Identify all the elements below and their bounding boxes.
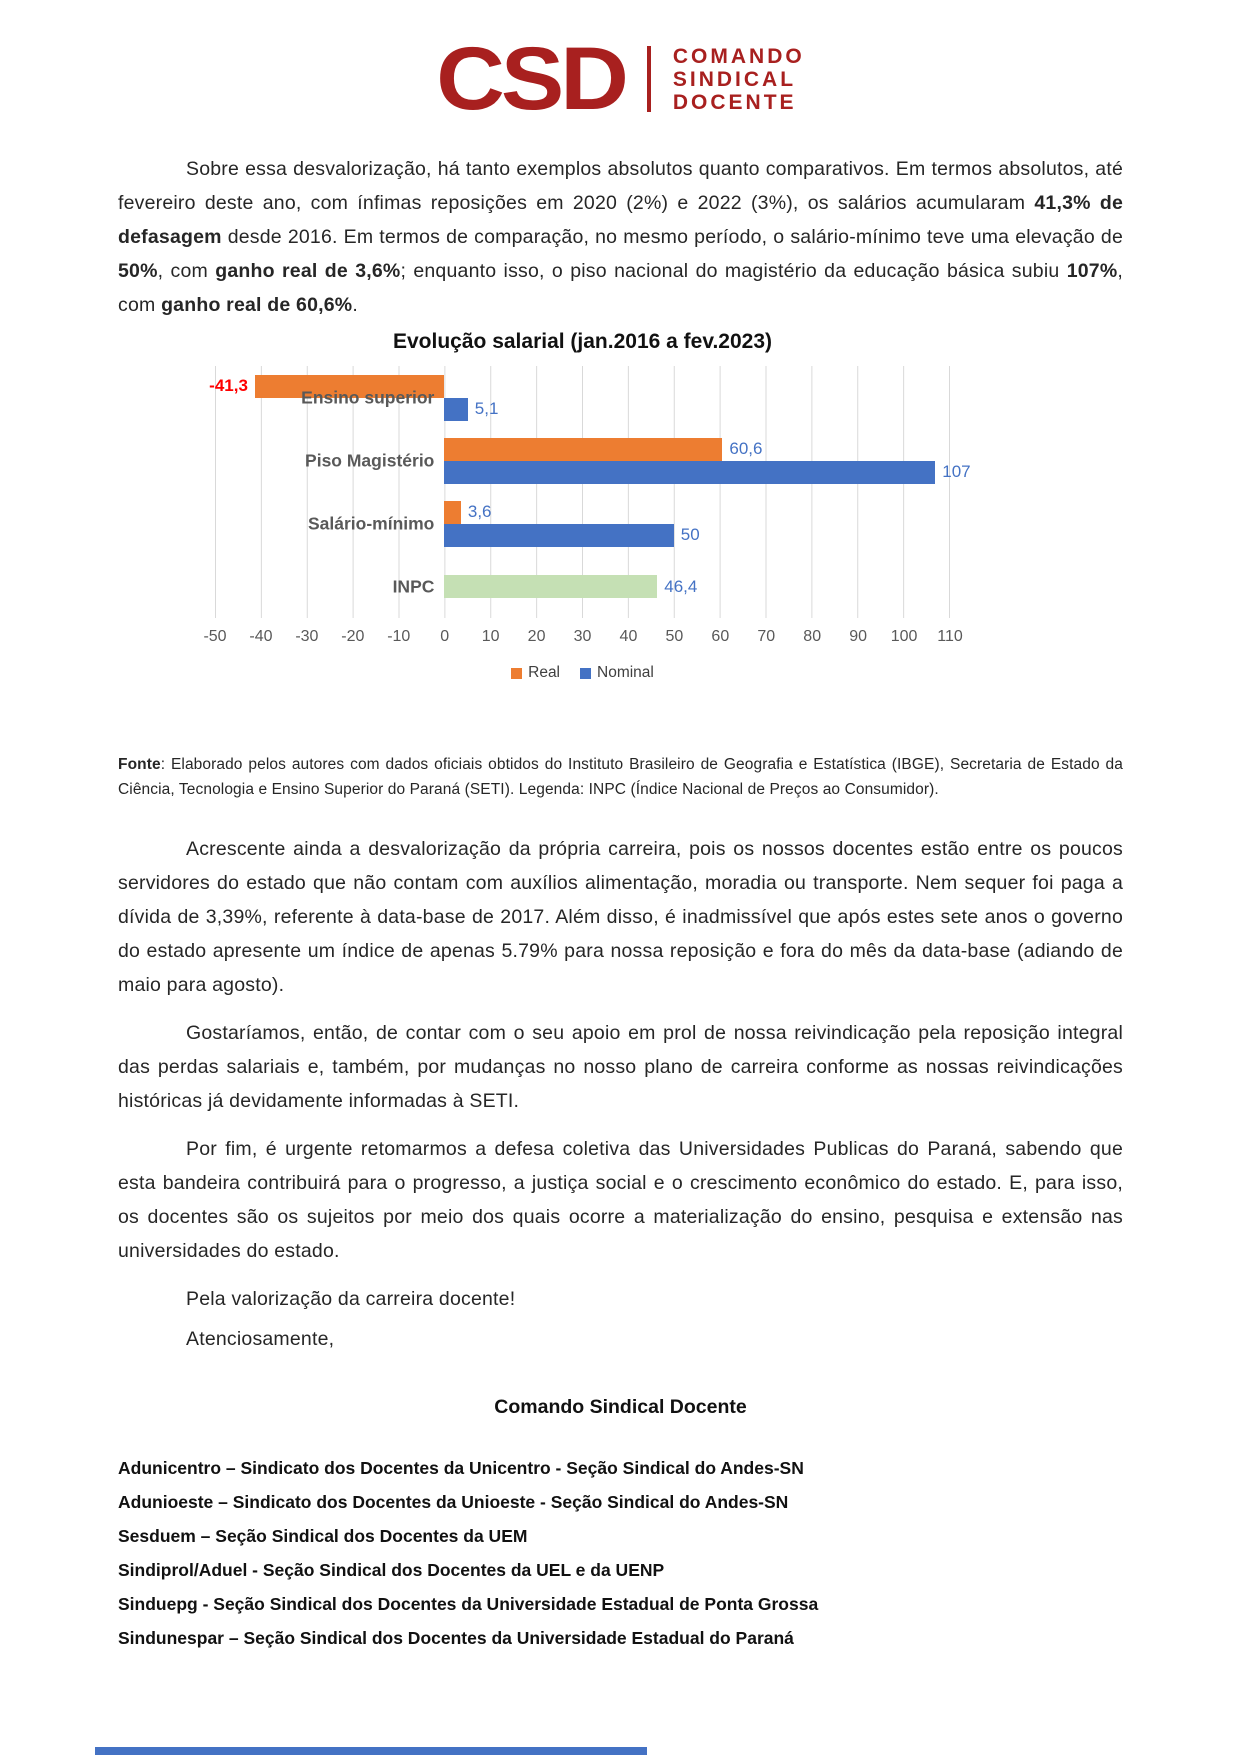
chart-category-label: Ensino superior xyxy=(301,387,435,407)
x-axis-tick-label: 50 xyxy=(665,628,684,645)
chart-category-row xyxy=(215,429,971,492)
logo-wordmark-line: SINDICAL xyxy=(672,67,797,91)
paragraph-career-devaluation: Acrescente ainda a desvalorização da própria carreira, pois os nossos docentes estão entre os poucos servidores do estado que não contam com auxílios alimentação, moradia ou transporte. Nem sequer foi paga a dívida de 3,39%, referente à data-base de 2017. Além disso, é inadmissível que após estes sete anos o governo do estado apresente um índice de apenas 5.79% para nossa reposição e fora do mês da data-base (adiando de maio para agosto). xyxy=(118,838,1123,996)
legend-swatch xyxy=(580,668,591,679)
signature-heading: Comando Sindical Docente xyxy=(494,1396,747,1418)
x-axis-tick-label: 100 xyxy=(890,628,918,645)
union-list xyxy=(118,1451,1123,1655)
x-axis-tick-label: 70 xyxy=(757,628,776,645)
chart-bar-nominal xyxy=(444,524,673,547)
logo-divider xyxy=(647,46,651,112)
x-axis-tick-label: -30 xyxy=(295,628,319,645)
csd-logo xyxy=(118,29,1123,129)
x-axis-tick-label: 30 xyxy=(573,628,592,645)
legend-label: Nominal xyxy=(597,664,654,681)
union-list-item: Adunicentro – Sindicato dos Docentes da Unicentro - Seção Sindical do Andes-SN xyxy=(118,1458,804,1478)
x-axis-tick-label: -10 xyxy=(387,628,411,645)
x-axis-tick-label: 20 xyxy=(527,628,546,645)
paragraph-universities-defense: Por fim, é urgente retomarmos a defesa coletiva das Universidades Publicas do Paraná, sabendo que esta bandeira contribuirá para o progresso, a justiça social e o crescimento econômico do estado. E, para isso, os docentes são os sujeitos por meio dos quais ocorre a materialização do ensino, pesquisa e extensão nas universidades do estado. xyxy=(118,1138,1123,1262)
legend-item xyxy=(580,664,654,682)
chart-legend xyxy=(215,664,950,682)
chart-bar-nominal xyxy=(444,461,935,484)
bold-text-run: ganho real de 3,6% xyxy=(215,260,401,282)
chart-category-label: Piso Magistério xyxy=(305,450,435,470)
chart-category-label: Salário-mínimo xyxy=(307,513,435,533)
bar-data-label: 5,1 xyxy=(474,399,499,418)
bar-data-label: 46,4 xyxy=(664,576,698,596)
x-axis-tick-label: 60 xyxy=(711,628,730,645)
chart-category-row xyxy=(209,366,949,429)
bar-data-label: 50 xyxy=(680,525,700,544)
text-run: desde 2016. Em termos de comparação, no mesmo período, o salário-mínimo teve uma elevação de xyxy=(221,226,1123,248)
legend-swatch xyxy=(511,668,522,679)
text-run: ; enquanto isso, o piso nacional do magistério da educação básica subiu xyxy=(400,260,1067,282)
chart-category-row xyxy=(215,555,949,618)
bar-stack xyxy=(215,575,949,598)
salutation: Atenciosamente, xyxy=(186,1328,335,1350)
bold-text-run: 41,3% de defasagem xyxy=(118,192,1123,248)
legend-item xyxy=(511,664,560,682)
union-list-item: Sindiprol/Aduel - Seção Sindical dos Docentes da UEL e da UENP xyxy=(118,1560,665,1580)
chart-category-label: INPC xyxy=(392,576,435,596)
text-run: : Elaborado pelos autores com dados oficiais obtidos do Instituto Brasileiro de Geografia e Estatística (IBGE), Secretaria de Estado da Ciência, Tecnologia e Ensino Superior do Paraná (SETI). Legenda: INPC (Índice Nacional de Preços ao Consumidor). xyxy=(118,756,1123,798)
chart-category-row xyxy=(215,492,949,555)
bold-text-run: Fonte xyxy=(118,756,161,773)
bold-text-run: ganho real de 60,6% xyxy=(161,294,353,316)
x-axis-tick-label: 0 xyxy=(440,628,450,645)
legend-label: Real xyxy=(528,664,561,681)
x-axis-tick-label: 90 xyxy=(849,628,868,645)
bar-data-label: -41,3 xyxy=(209,376,248,395)
bar-line xyxy=(215,575,949,598)
x-axis-tick-label: 80 xyxy=(803,628,822,645)
logo-wordmark-line: DOCENTE xyxy=(672,90,797,114)
csd-logo-acronym: CSD xyxy=(436,29,625,129)
salary-evolution-chart xyxy=(203,330,971,682)
x-axis-tick-label: 110 xyxy=(937,628,963,645)
chart-bar-real xyxy=(444,438,722,461)
text-run: , com xyxy=(157,260,216,282)
chart-title: Evolução salarial (jan.2016 a fev.2023) xyxy=(393,330,772,353)
chart-bar-real xyxy=(444,501,461,524)
chart-x-axis xyxy=(203,628,963,652)
closing-slogan: Pela valorização da carreira docente! xyxy=(186,1288,516,1310)
x-axis-tick-label: -40 xyxy=(249,628,273,645)
bar-data-label: 107 xyxy=(942,462,971,481)
chart-bar-inpc xyxy=(444,575,657,598)
bold-text-run: 50% xyxy=(118,260,158,282)
logo-wordmark-line: COMANDO xyxy=(672,44,805,68)
chart-bar-nominal xyxy=(444,398,467,421)
chart-source-note xyxy=(118,752,1123,802)
union-list-item: Sesduem – Seção Sindical dos Docentes da UEM xyxy=(118,1526,528,1546)
text-run: , com xyxy=(118,260,1123,316)
x-axis-tick-label: 10 xyxy=(481,628,500,645)
bold-text-run: 107% xyxy=(1066,260,1118,282)
x-axis-tick-label: -20 xyxy=(341,628,365,645)
x-axis-tick-label: 40 xyxy=(619,628,638,645)
union-list-item: Adunioeste – Sindicato dos Docentes da Unioeste - Seção Sindical do Andes-SN xyxy=(118,1492,789,1512)
union-list-item: Sindunespar – Seção Sindical dos Docentes da Universidade Estadual do Paraná xyxy=(118,1628,794,1648)
bar-data-label: 3,6 xyxy=(467,502,492,521)
text-run: . xyxy=(352,294,358,316)
logo-wordmark xyxy=(673,45,805,114)
union-list-item: Sinduepg - Seção Sindical dos Docentes da Universidade Estadual de Ponta Grossa xyxy=(118,1594,819,1614)
chart-plot-area xyxy=(209,366,971,618)
x-axis-tick-label: -50 xyxy=(203,628,227,645)
paragraph-support-request: Gostaríamos, então, de contar com o seu apoio em prol de nossa reivindicação pela reposição integral das perdas salariais e, também, por mudanças no nosso plano de carreira conforme as nossas reivindicações históricas já devidamente informadas à SETI. xyxy=(118,1022,1123,1112)
text-run: Sobre essa desvalorização, há tanto exemplos absolutos quanto comparativos. Em termos absolutos, até fevereiro deste ano, com ínfimas reposições em 2020 (2%) e 2022 (3%), os salários acumularam xyxy=(118,158,1123,214)
paragraph-intro xyxy=(118,152,1123,322)
footer-bar xyxy=(95,1747,647,1755)
bar-data-label: 60,6 xyxy=(729,439,763,458)
